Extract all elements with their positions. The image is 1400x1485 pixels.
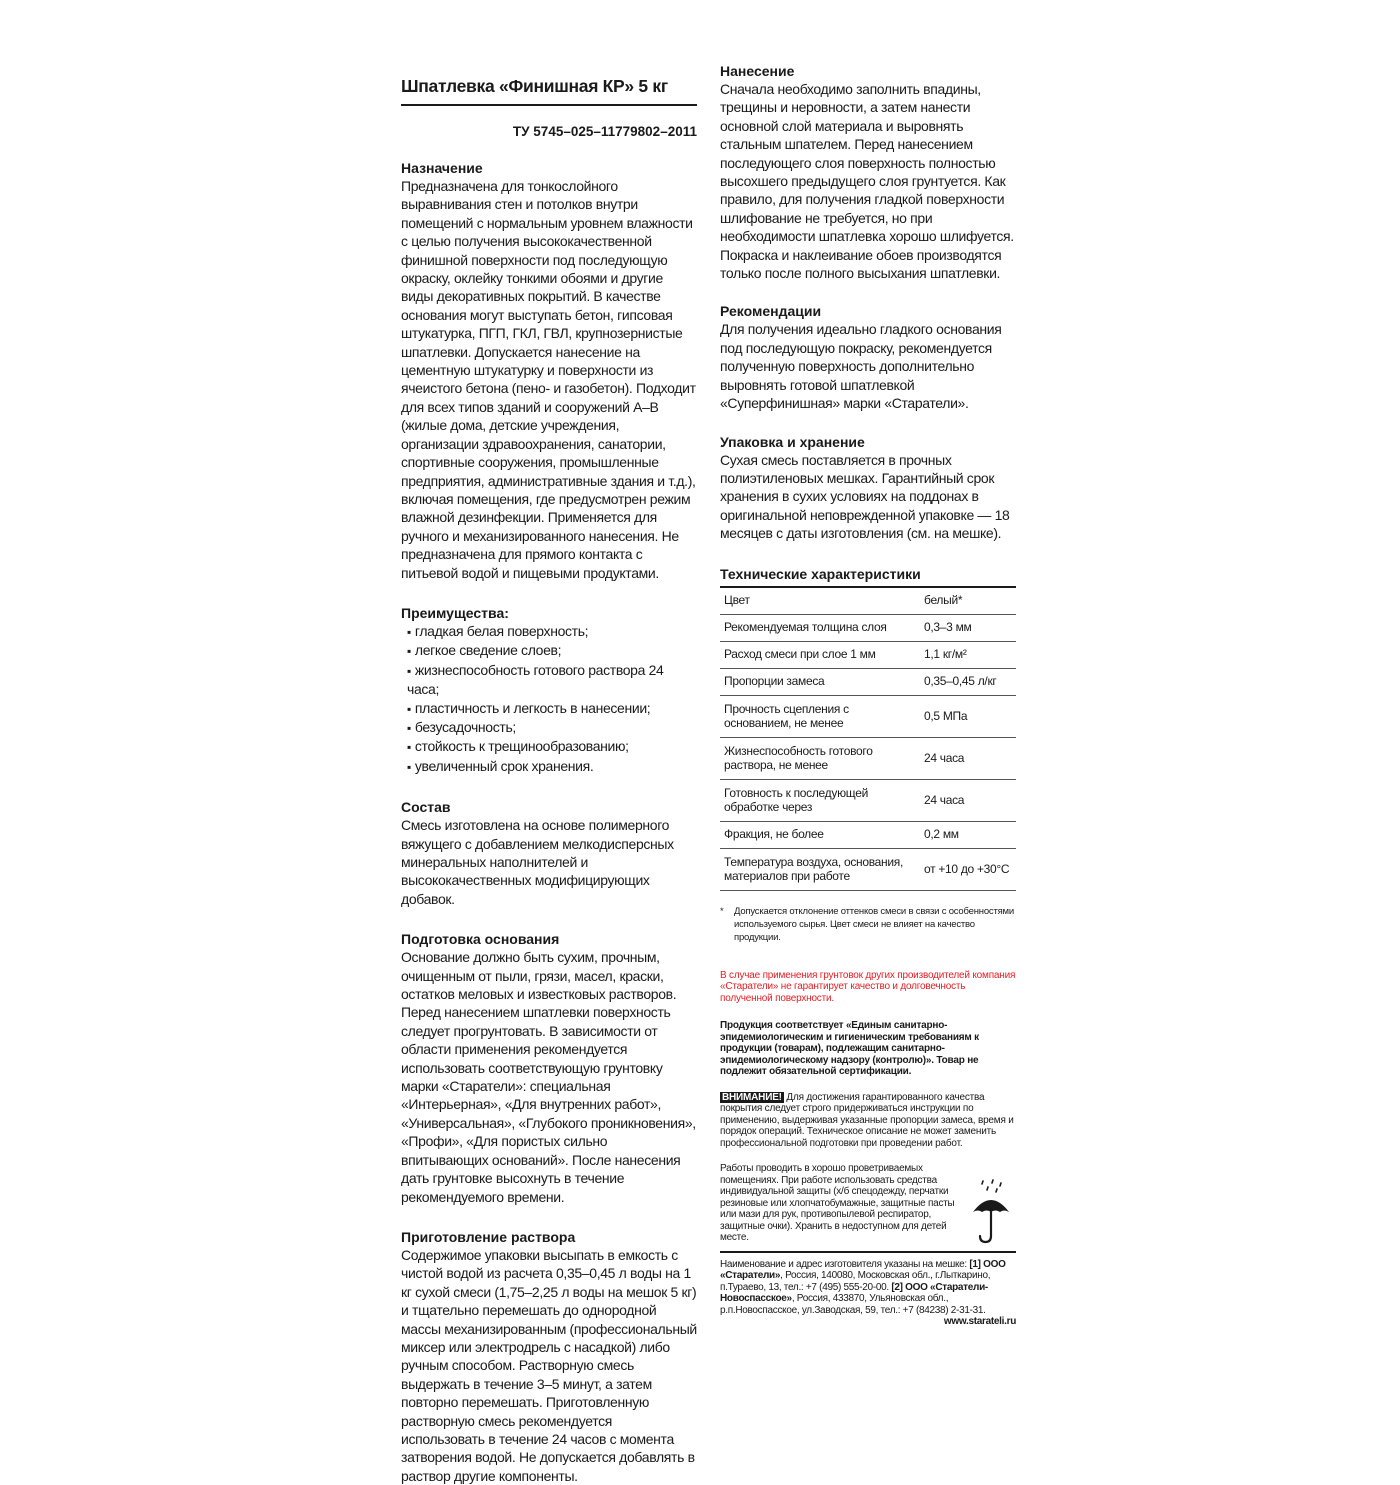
tech-value: 0,5 МПа	[920, 695, 1016, 737]
website-link[interactable]: www.starateli.ru	[943, 1316, 1016, 1328]
product-title: Шпатлевка «Финишная КР» 5 кг	[401, 76, 697, 106]
tech-param: Готовность к последующей обработке через	[720, 779, 920, 821]
tech-value: 0,3–3 мм	[920, 614, 1016, 641]
manufacturer-1: [1] ООО «Старатели»	[720, 1258, 1006, 1282]
footnote-text: Допускается отклонение оттенков смеси в связи с особенностями используемого сырья. Цвет смеси не влияет на качество продукции.	[734, 905, 1014, 943]
manufacturer-2: [2] ООО «Старатели-Новоспасское»	[720, 1281, 988, 1305]
certification-text: Продукция соответствует «Единым санитарно-эпидемиологическим и гигиеническим требованиям к продукции (товарам), подлежащим санитарно-эпидемиологическому надзору (контролю)». Товар не подлежит обязательной сертификации.	[720, 1020, 979, 1078]
tech-value: белый*	[920, 588, 1016, 615]
right-column	[720, 62, 1016, 1328]
tech-param: Рекомендуемая толщина слоя	[720, 614, 920, 641]
tech-param: Температура воздуха, основания, материалов при работе	[720, 848, 920, 890]
mixing-text: Содержимое упаковки высыпать в емкость с чистой водой из расчета 0,35–0,45 л воды на 1 кг сухой смеси (1,75–2,25 л воды на мешок 5 кг) и тщательно перемешать до однородной массы механизированным (профессиональный миксер или электродрель с насадкой) либо ручным способом. Растворную смесь выдержать в течение 3–5 минут, а затем повторно перемешать. Приготовленную растворную смесь рекомендуется использовать в течение 24 часов с момента затворения водой. Не допускается добавлять в раствор другие компоненты.	[401, 1246, 697, 1484]
tech-value: от +10 до +30°С	[920, 848, 1016, 890]
manufacturer-1-details: , Россия, 140080, Московская обл., г.Лыткарино, п.Тураево, 13, тел.: +7 (495) 555-20-00.	[720, 1270, 991, 1293]
preparation-heading: Подготовка основания	[401, 931, 560, 948]
mixing-heading: Приготовление раствора	[401, 1228, 576, 1245]
list-item: ▪ жизнеспособность готового раствора 24 часа;	[407, 661, 697, 699]
left-column	[401, 76, 697, 1485]
advantages-heading: Преимущества:	[401, 604, 509, 621]
table-row	[720, 614, 1016, 641]
list-item: ▪ стойкость к трещинообразованию;	[407, 737, 697, 756]
table-row	[720, 779, 1016, 821]
list-item: ▪ гладкая белая поверхность;	[407, 622, 697, 641]
attention-block	[720, 1092, 1016, 1150]
tech-param: Жизнеспособность готового раствора, не менее	[720, 737, 920, 779]
tech-value: 0,2 мм	[920, 821, 1016, 848]
table-row	[720, 588, 1016, 615]
composition-heading: Состав	[401, 799, 451, 816]
list-item: ▪ легкое сведение слоев;	[407, 641, 697, 660]
attention-text: Для достижения гарантированного качества покрытия следует строго придерживаться инструкции по применению, выдерживая указанные пропорции замеса, время и порядок операций. Техническое описание не может заменить профессиональной подготовки при проведении работ.	[720, 1091, 1014, 1149]
table-row	[720, 641, 1016, 668]
table-row	[720, 695, 1016, 737]
list-item: ▪ увеличенный срок хранения.	[407, 757, 697, 776]
tech-value: 1,1 кг/м²	[920, 641, 1016, 668]
tech-param: Фракция, не более	[720, 821, 920, 848]
tu-code: ТУ 5745–025–11779802–2011	[512, 124, 697, 139]
purpose-text: Предназначена для тонкослойного выравнивания стен и потолков внутри помещений с нормальным уровнем влажности с целью получения высококачественной финишной поверхности под последующую окраску, оклейку тонкими обоями и другие виды декоративных покрытий. В качестве основания могут выступать бетон, гипсовая штукатурка, ПГП, ГКЛ, ГВЛ, крупнозернистые шпатлевки. Допускается нанесение на цементную штукатурку и поверхности из ячеистого бетона (пено- и газобетон). Подходит для всех типов зданий и сооружений А–В (жилые дома, детские учреждения, организации здравоохранения, санатории, спортивные сооружения, промышленные предприятия, административные здания и т.д.), включая помещения, где предусмотрен режим влажной дезинфекции. Применяется для ручного и механизированного нанесения. Не предназначена для прямого контакта с питьевой водой и пищевыми продуктами.	[401, 178, 696, 581]
tech-value: 24 часа	[920, 779, 1016, 821]
packaging-text: Сухая смесь поставляется в прочных полиэтиленовых мешках. Гарантийный срок хранения в сухих условиях на поддонах в оригинальной неповрежденной упаковке — 18 месяцев с даты изготовления (см. на мешке).	[720, 451, 1010, 542]
umbrella-icon	[969, 1178, 1013, 1244]
list-item: ▪ пластичность и легкость в нанесении;	[407, 699, 697, 718]
advantages-list	[401, 622, 697, 776]
footnote-mark: *	[720, 905, 724, 917]
manufacturer-2-details: , Россия, 433870, Ульяновская обл., р.п.Новоспасское, ул.Заводская, 59, тел.: +7 (84238) 2-31-31.	[720, 1293, 986, 1316]
tech-param: Цвет	[720, 588, 920, 615]
recommendations-heading: Рекомендации	[720, 303, 822, 320]
tech-table	[720, 588, 1016, 891]
keep-dry-umbrella-icon	[966, 1163, 1016, 1244]
tech-value: 24 часа	[920, 737, 1016, 779]
purpose-heading: Назначение	[401, 160, 483, 176]
address-intro: Наименование и адрес изготовителя указаны на мешке:	[720, 1258, 970, 1270]
work-conditions-text: Работы проводить в хорошо проветриваемых помещениях. При работе использовать средства индивидуальной защиты (х/б спецодежду, перчатки резиновые или хлопчатобумажные, защитные пасты или мази для рук, противопылевой респиратор, защитные очки). Хранить в недоступном для детей месте.	[720, 1163, 955, 1244]
tech-value: 0,35–0,45 л/кг	[920, 668, 1016, 695]
tech-param: Пропорции замеса	[720, 668, 920, 695]
table-row	[720, 668, 1016, 695]
application-text: Сначала необходимо заполнить впадины, трещины и неровности, а затем нанести основной слой материала и выровнять стальным шпателем. Перед нанесением последующего слоя поверхность полностью высохшего предыдущего слоя грунтуется. Как правило, для получения гладкой поверхности шлифование не требуется, но при необходимости шпатлевка хорошо шлифуется. Покраска и наклеивание обоев производятся только после полного высыхания шпатлевки.	[720, 81, 1014, 282]
work-conditions	[720, 1163, 1016, 1253]
recommendations-text: Для получения идеально гладкого основания под последующую покраску, рекомендуется полученную поверхность дополнительно выровнять готовой шпатлевкой «Суперфинишная» марки «Старатели».	[720, 321, 1002, 412]
preparation-text: Основание должно быть сухим, прочным, очищенным от пыли, грязи, масел, краски, остатков меловых и известковых растворов. Перед нанесением шпатлевки поверхность следует прогрунтовать. В зависимости от области применения рекомендуется использовать соответствующую грунтовку марки «Старатели»: специальная «Интерьерная», «Для внутренних работ», «Универсальная», «Глубокого проникновения», «Профи», «Для пористых сильно впитывающих оснований». После нанесения дать грунтовке высохнуть в течение рекомендуемого времени.	[401, 949, 696, 1205]
tech-param: Расход смеси при слое 1 мм	[720, 641, 920, 668]
footnote	[720, 905, 1016, 944]
manufacturer-address	[720, 1258, 1016, 1328]
tech-param: Прочность сцепления с основанием, не менее	[720, 695, 920, 737]
table-row	[720, 737, 1016, 779]
composition-text: Смесь изготовлена на основе полимерного вяжущего с добавлением мелкодисперсных минеральных наполнителей и высококачественных модифицирующих добавок.	[401, 817, 674, 907]
primer-warning: В случае применения грунтовок других производителей компания «Старатели» не гарантирует качество и долговечность полученной поверхности.	[720, 969, 1016, 1004]
application-heading: Нанесение	[720, 63, 795, 79]
tech-heading: Технические характеристики	[720, 565, 1016, 588]
table-row	[720, 848, 1016, 890]
packaging-heading: Упаковка и хранение	[720, 433, 865, 450]
table-row	[720, 821, 1016, 848]
list-item: ▪ безусадочность;	[407, 718, 697, 737]
attention-badge: ВНИМАНИЕ!	[722, 1091, 782, 1103]
